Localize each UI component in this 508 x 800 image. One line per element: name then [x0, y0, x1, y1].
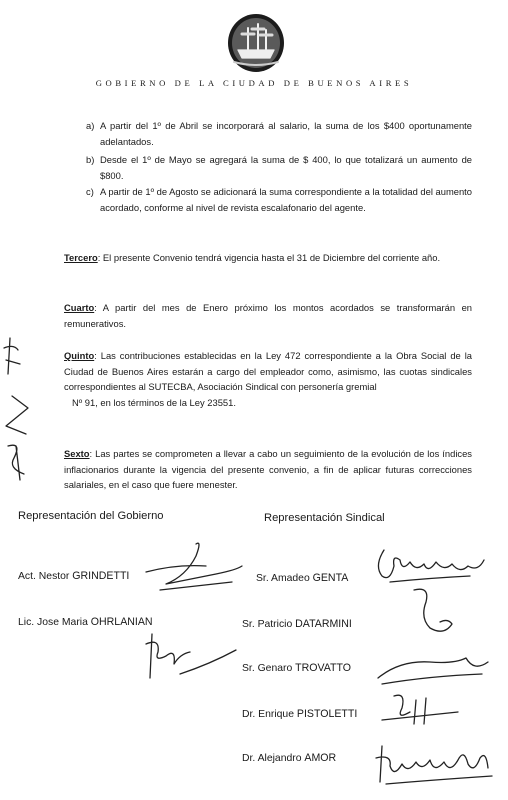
government-representation-title: Representación del Gobierno: [18, 510, 164, 522]
signatory-trovatto: Sr. Genaro TROVATTO: [242, 662, 352, 674]
item-label: b): [86, 154, 95, 165]
clause-heading: Cuarto: [64, 302, 95, 313]
signatory-amor: Dr. Alejandro AMOR: [242, 752, 337, 764]
ohrlanian-signature: [140, 630, 240, 686]
pistoletti-signature: [380, 690, 460, 730]
clause-text: : Las contribuciones establecidas en la Ley 472 correspondiente a la Obra Social de la Ciudad de Buenos Aires estarán a cargo del empleador como, asimismo, las cuotas sindicales correspondientes al SUTECBA, Asociación Sindical con personería gremial: [64, 350, 472, 393]
government-header: GOBIERNO DE LA CIUDAD DE BUENOS AIRES: [95, 78, 413, 88]
list-item-b: [86, 152, 472, 183]
clause-heading: Sexto: [64, 448, 90, 459]
clause-tercero: [64, 250, 472, 266]
datarmini-signature: [396, 584, 466, 640]
list-item-c: [86, 184, 472, 215]
clause-text: : Las partes se comprometen a llevar a cabo un seguimiento de la evolución de los índices inflacionarios durante la vigencia del presente convenio, a fin de aplicar futuras correcciones salariales, en el caso que fuere menester.: [64, 448, 472, 491]
clause-heading: Tercero: [64, 252, 98, 263]
clause-text-continued: Nº 91, en los términos de la Ley 23551.: [72, 396, 236, 408]
clause-sexto: [64, 446, 472, 493]
amor-signature: [372, 740, 502, 790]
clause-text: : El presente Convenio tendrá vigencia hasta el 31 de Diciembre del corriente año.: [97, 252, 441, 263]
city-crest-icon: [226, 12, 286, 74]
clause-text: : A partir del mes de Enero próximo los montos acordados se transformarán en remunerativos.: [64, 302, 472, 329]
union-representation-title: Representación Sindical: [264, 512, 385, 524]
clause-quinto: [64, 348, 472, 410]
clause-cuarto: [64, 300, 472, 331]
list-item-a: [86, 118, 472, 149]
signatory-genta: Sr. Amadeo GENTA: [256, 572, 349, 584]
trovatto-signature: [370, 648, 496, 690]
item-text: A partir de 1º de Agosto se adicionará la suma correspondiente a la totalidad del aumento acordado, conforme al nivel de revista escalafonario del agente.: [100, 186, 472, 213]
item-text: Desde el 1º de Mayo se agregará la suma de $ 400, lo que totalizará un aumento de $800.: [100, 154, 472, 181]
margin-initials-signature: [0, 334, 42, 484]
signatory-datarmini: Sr. Patricio DATARMINI: [242, 618, 352, 630]
signatory-pistoletti: Dr. Enrique PISTOLETTI: [242, 708, 358, 720]
signatory-ohrlanian: Lic. Jose Maria OHRLANIAN: [18, 616, 153, 628]
grindetti-signature: [136, 536, 246, 598]
item-label: c): [86, 186, 94, 197]
item-label: a): [86, 120, 95, 131]
clause-heading: Quinto: [64, 350, 95, 361]
signatory-grindetti: Act. Nestor GRINDETTI: [18, 570, 130, 582]
item-text: A partir del 1º de Abril se incorporará al salario, la suma de los $400 oportunamente adelantados.: [100, 120, 472, 147]
